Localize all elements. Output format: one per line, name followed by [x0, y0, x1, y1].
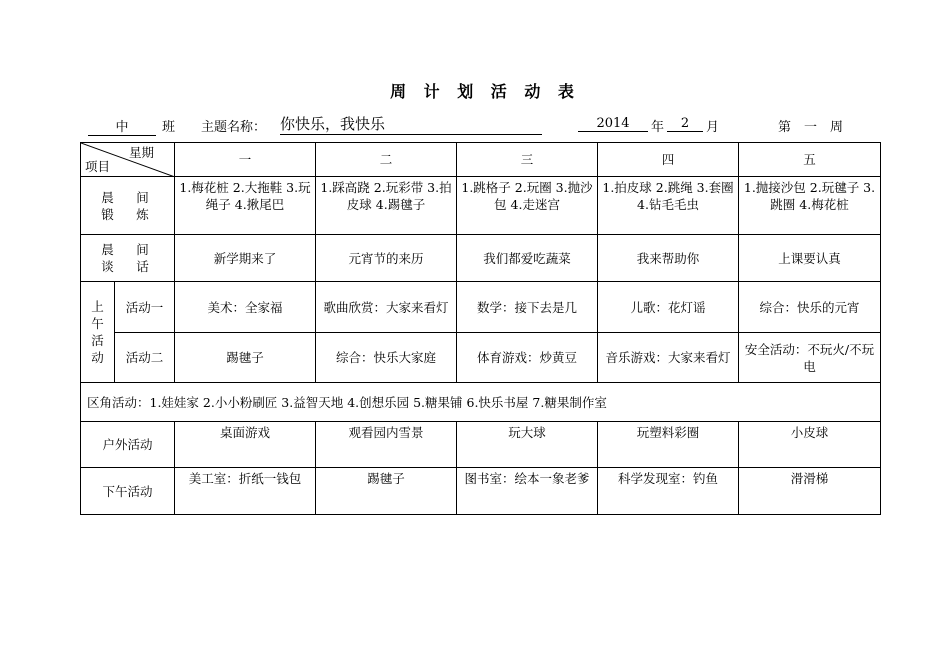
theme-label: 主题名称：	[201, 120, 267, 135]
corner-bottom-label: 项目	[85, 159, 111, 174]
corner-top-label: 星期	[128, 145, 154, 160]
day-header: 一	[175, 143, 316, 177]
table-cell: 科学发现室：钓鱼	[598, 468, 739, 515]
year-field	[578, 116, 648, 132]
day-header: 三	[457, 143, 598, 177]
table-cell: 数学：接下去是几	[457, 282, 598, 333]
morning-exercise-row	[81, 177, 881, 235]
table-cell: 1.梅花桩 2.大拖鞋 3.玩绳子 4.揪尾巴	[175, 177, 316, 235]
theme-field	[280, 113, 542, 135]
table-cell: 滑滑梯	[739, 468, 881, 515]
day-header: 五	[739, 143, 881, 177]
month-label: 月	[706, 120, 720, 135]
activity-1-row	[81, 282, 881, 333]
table-cell: 我来帮助你	[598, 235, 739, 282]
table-cell: 踢毽子	[316, 468, 457, 515]
month-field	[667, 116, 703, 132]
corner-activities-cell: 区角活动：1.娃娃家 2.小小粉刷匠 3.益智天地 4.创想乐园 5.糖果铺 6.快乐书屋 7.糖果制作室	[81, 383, 881, 422]
table-cell: 元宵节的来历	[316, 235, 457, 282]
weekly-plan-table	[80, 142, 881, 515]
table-cell: 桌面游戏	[175, 422, 316, 468]
row-label: 下午活动	[81, 468, 175, 515]
table-cell: 美工室：折纸一钱包	[175, 468, 316, 515]
table-cell: 美术：全家福	[175, 282, 316, 333]
row-label: 户外活动	[81, 422, 175, 468]
theme-value: 你快乐，我快乐	[280, 113, 542, 135]
activity-2-row	[81, 333, 881, 383]
table-cell: 歌曲欣赏：大家来看灯	[316, 282, 457, 333]
day-header: 二	[316, 143, 457, 177]
table-cell: 玩塑料彩圈	[598, 422, 739, 468]
year-value: 2014	[578, 116, 648, 132]
table-cell: 儿歌：花灯谣	[598, 282, 739, 333]
table-cell: 玩大球	[457, 422, 598, 468]
table-cell: 音乐游戏：大家来看灯	[598, 333, 739, 383]
table-cell: 小皮球	[739, 422, 881, 468]
table-cell: 体育游戏：炒黄豆	[457, 333, 598, 383]
table-cell: 1.跳格子 2.玩圈 3.抛沙包 4.走迷宫	[457, 177, 598, 235]
table-cell: 观看园内雪景	[316, 422, 457, 468]
class-field	[88, 116, 156, 136]
row-label: 活动二	[115, 333, 175, 383]
afternoon-row	[81, 468, 881, 515]
class-value: 中	[88, 116, 156, 136]
table-cell: 综合：快乐大家庭	[316, 333, 457, 383]
table-cell: 踢毽子	[175, 333, 316, 383]
table-cell: 安全活动：不玩火/不玩电	[739, 333, 881, 383]
row-label: 晨 间 谈 话	[81, 235, 175, 282]
table-cell: 综合：快乐的元宵	[739, 282, 881, 333]
day-header: 四	[598, 143, 739, 177]
table-cell: 1.拍皮球 2.跳绳 3.套圈 4.钻毛毛虫	[598, 177, 739, 235]
am-group-label: 上午活动	[81, 282, 115, 383]
table-cell: 1.抛接沙包 2.玩毽子 3.跳圈 4.梅花桩	[739, 177, 881, 235]
header-line	[0, 116, 950, 138]
outdoor-row	[81, 422, 881, 468]
month-value: 2	[667, 116, 703, 132]
table-cell: 新学期来了	[175, 235, 316, 282]
table-cell: 1.踩高跷 2.玩彩带 3.拍皮球 4.踢毽子	[316, 177, 457, 235]
page-title: 周 计 划 活 动 表	[390, 82, 580, 101]
week-label: 第 一 周	[778, 120, 844, 135]
corner-activities-row	[81, 383, 881, 422]
row-label: 活动一	[115, 282, 175, 333]
row-label: 晨 间 锻 炼	[81, 177, 175, 235]
table-header-row	[81, 143, 881, 177]
class-label: 班	[162, 120, 176, 135]
morning-talk-row	[81, 235, 881, 282]
table-cell: 我们都爱吃蔬菜	[457, 235, 598, 282]
table-cell: 图书室：绘本一象老爹	[457, 468, 598, 515]
table-cell: 上课要认真	[739, 235, 881, 282]
corner-cell	[81, 143, 175, 177]
year-label: 年	[651, 120, 665, 135]
